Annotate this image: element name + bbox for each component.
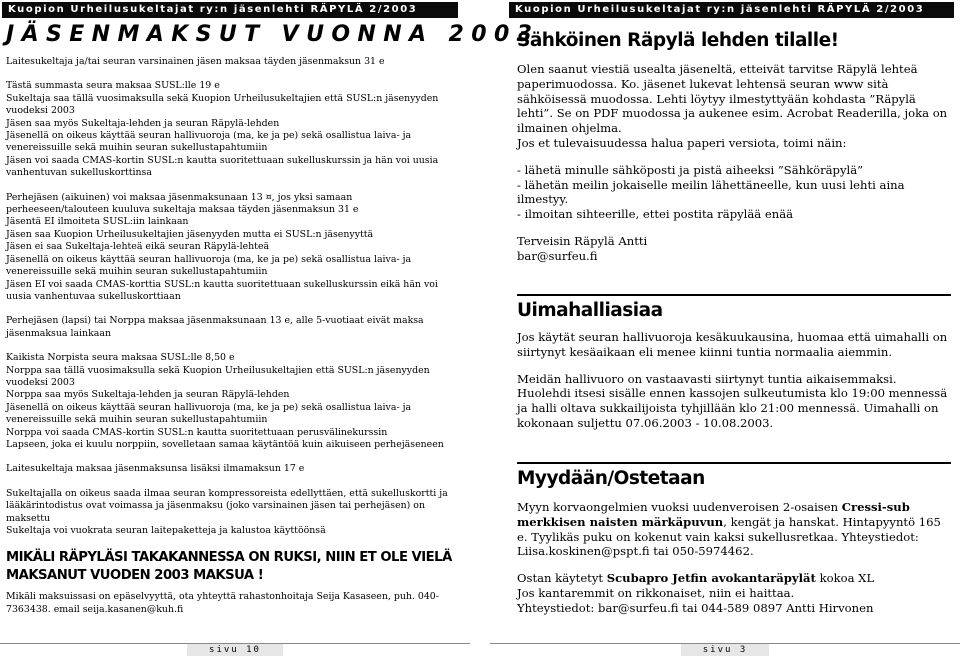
paragraph: Jos kantaremmit on rikkonaiset, niin ei haittaa. <box>517 585 795 600</box>
paragraph: Norppa voi saada CMAS-kortin SUSL:n kautta suoritettuaan perusvälinekurssin <box>6 426 388 438</box>
paragraph: Perhejäsen (aikuinen) voi maksaa jäsenmaksunaan 13 ¤, jos yksi samaan perheeseen/talouteen kuuluva sukeltaja maksaa täyden jäsenmaksun 31 e <box>6 191 359 216</box>
paragraph: Jäsen saa myös Sukeltaja-lehden ja seuran Räpylä-lehden <box>6 117 280 129</box>
paragraph: Perhejäsen (lapsi) tai Norppa maksaa jäsenmaksunaan 13 e, alle 5-vuotiaat eivät maksa jäsenmaksua lainkaan <box>6 315 424 339</box>
right-header: Kuopion Urheilusukeltajat ry:n jäsenlehti RÄPYLÄ 2/2003 <box>509 2 954 18</box>
paragraph: Jäsen EI voi saada CMAS-korttia SUSL:n kautta suoritettuaan sukelluskurssin eikä hän voi uusia vanhentuvaa sukelluskorttiaan <box>6 278 438 302</box>
text: , kengät ja hanskat. Hintapyyntö 165 e. Tyylikäs puku on kokenut vain kaksi sukellusretkaa. Yhteystiedot: Liisa.koskinen@pspt.fi tai 050-5974462. <box>517 514 941 559</box>
divider <box>517 462 951 464</box>
section-buy-sell-body <box>517 500 953 616</box>
paragraph <box>517 500 953 559</box>
paragraph: Jäsen saa Kuopion Urheilusukeltajien jäsenyyden mutta ei SUSL:n jäsenyyttä <box>6 228 374 240</box>
signature-email: bar@surfeu.fi <box>517 248 598 263</box>
paragraph: Tästä summasta seura maksaa SUSL:lle 19 e <box>6 80 220 92</box>
text: Myyn korvaongelmien vuoksi uudenveroisen 2-osaisen <box>517 500 842 514</box>
right-footer <box>490 643 960 656</box>
paragraph: Jäsentä EI ilmoiteta SUSL:iin lainkaan <box>6 216 189 228</box>
paragraph: Jos et tulevaisuudessa halua paperi versiota, toimi näin: <box>517 135 847 150</box>
section-electronic-body <box>517 62 953 264</box>
left-header: Kuopion Urheilusukeltajat ry:n jäsenlehti RÄPYLÄ 2/2003 <box>2 2 458 18</box>
emphasis: Scubapro Jetfin avokantaräpylät <box>606 571 816 586</box>
contact-paragraph: Mikäli maksuissasi on epäselvyyttä, ota yhteyttä rahastonhoitaja Seija Kasaseen, puh. 040-7363438. email seija.kasanen@kuh.fi <box>6 591 439 615</box>
list-item: - lähetä minulle sähköposti ja pistä aiheeksi ”Sähköräpylä” <box>517 162 864 177</box>
paragraph: Sukeltaja saa tällä vuosimaksulla sekä Kuopion Urheilusukeltajien että SUSL:n jäsenyyden vuodeksi 2003 <box>6 92 439 117</box>
left-footer <box>0 643 470 656</box>
page-title: JÄSENMAKSUT VUONNA 2003 <box>6 22 540 47</box>
section-title-swimming-hall: Uimahalliasiaa <box>517 300 663 321</box>
text: kokoa XL <box>815 571 875 586</box>
section-swimming-hall-body <box>517 330 953 431</box>
right-page <box>490 0 960 657</box>
payment-warning: MIKÄLI RÄPYLÄSI TAKAKANNESSA ON RUKSI, NIIN ET OLE VIELÄ MAKSANUT VUODEN 2003 MAKSUA ! <box>6 550 452 584</box>
paragraph: Norppa saa tällä vuosimaksulla sekä Kuopion Urheilusukeltajien että SUSL:n jäsenyyden vuodeksi 2003 <box>6 364 430 388</box>
paragraph: Jos käytät seuran hallivuoroja kesäkuukausina, huomaa että uimahalli on siirtynyt kesäaikaan eli menee kiinni tuntia normaalia aiemmin. <box>517 330 948 359</box>
paragraph: Jäsenellä on oikeus käyttää seuran hallivuoroja (ma, ke ja pe) sekä osallistua laiva- ja venereissuille sekä muihin seuran sukellustapahtumiin <box>6 253 412 278</box>
signature: Terveisin Räpylä Antti <box>517 233 648 248</box>
paragraph: Sukeltaja voi vuokrata seuran laitepaketteja ja kalustoa käyttöönsä <box>6 525 326 536</box>
paragraph: Yhteystiedot: bar@surfeu.fi tai 044-589 0897 Antti Hirvonen <box>517 600 874 615</box>
paragraph: Jäsen ei saa Sukeltaja-lehteä eikä seuran Räpylä-lehteä <box>6 241 270 253</box>
paragraph: Olen saanut viestiä usealta jäseneltä, etteivät tarvitse Räpylä lehteä paperimuodossa. Ko. jäsenet lukevat lehtensä seuran www sità sähköisessä muodossa. Lehti löytyy ilmestyttyään kohdasta ”Räpylä lehti”. Se on PDF muodossa ja aukenee esim. Acrobat Readerilla, joka on ilmainen ohjelma. <box>517 62 948 136</box>
paragraph: Jäsenellä on oikeus käyttää seuran hallivuoroja (ma, ke ja pe) sekä osallistua laiva- ja venereissuille sekä muihin seuran sukellustapahtumiin <box>6 130 412 154</box>
paragraph: Norppa saa myös Sukeltaja-lehden ja seuran Räpylä-lehden <box>6 389 290 401</box>
paragraph: Sukeltajalla on oikeus saada ilmaa seuran kompressoreista edellyttäen, että sukelluskortti ja lääkärintodistus ovat voimassa ja jäsenmaksu (joko varsinainen jäsen tai perhejäsen) on maksettu <box>6 487 448 524</box>
section-title-electronic: Sähköinen Räpylä lehden tilalle! <box>517 30 839 51</box>
text: Ostan käytetyt <box>517 571 607 586</box>
divider <box>517 294 951 296</box>
paragraph <box>517 571 953 586</box>
list-item: - lähetän meilin jokaiselle meilin lähettäneelle, kun uusi lehti aina ilmestyy. <box>517 177 905 207</box>
emphasis: Cressi-sub merkkisen naisten märkäpuvun <box>517 500 910 529</box>
paragraph: Laitesukeltaja maksaa jäsenmaksunsa lisäksi ilmamaksun 17 e <box>6 463 305 475</box>
paragraph: Meidän hallivuoro on vastaavasti siirtynyt tuntia aikaisemmaksi. Huolehdi itsesi sisälle ennen kassojen sulkeutumista klo 19:00 mennessä ja halli oltava sukkailijoista tyhjillään klo 21:00 mennessä. Uimahalli on kokonaan suljettu 07.06.2003 - 10.08.2003. <box>517 371 948 430</box>
paragraph: Kaikista Norpista seura maksaa SUSL:lle 8,50 e <box>6 352 235 364</box>
paragraph: Jäsenellä on oikeus käyttää seuran hallivuoroja (ma, ke ja pe) sekä osallistua laiva- ja venereissuille sekä muihin seuran sukellustapahtumiin <box>6 401 412 426</box>
page-number: sivu 3 <box>681 644 770 656</box>
paragraph: Jäsen voi saada CMAS-kortin SUSL:n kautta suoritettuaan sukelluskurssin ja hän voi uusia vanhentuvan sukelluskorttinsa <box>6 154 439 179</box>
section-title-buy-sell: Myydään/Ostetaan <box>517 468 705 489</box>
paragraph: Lapseen, joka ei kuulu norppiin, sovelletaan samaa käytäntöä kuin aikuiseen perhejäseneen <box>6 438 444 450</box>
page-number: sivu 10 <box>187 644 283 656</box>
list-item: - ilmoitan sihteerille, ettei postita räpylää enää <box>517 207 794 222</box>
paragraph: Laitesukeltaja ja/tai seuran varsinainen jäsen maksaa täyden jäsenmaksun 31 e <box>6 56 385 67</box>
left-body <box>6 56 454 616</box>
